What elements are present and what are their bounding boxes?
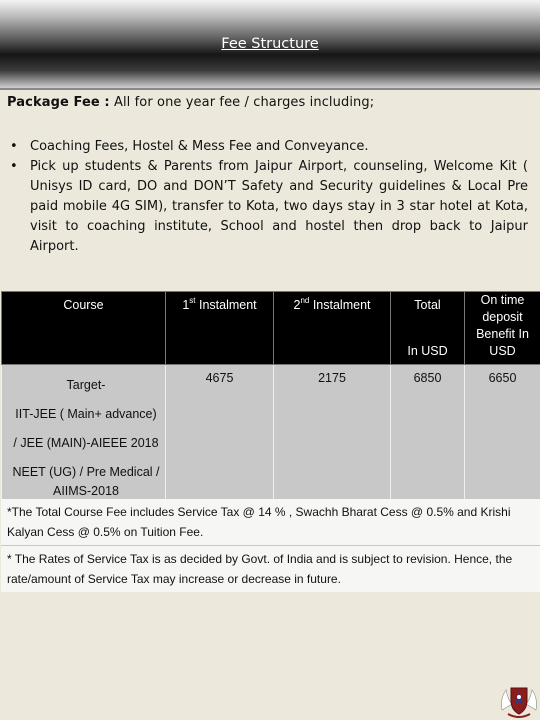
table-row	[2, 365, 540, 508]
cell-ontime-benefit: 6650	[465, 365, 540, 508]
cell-first-instalment: 4675	[166, 365, 274, 508]
notes-box	[1, 499, 540, 592]
package-fee-text: All for one year fee / charges including;	[109, 95, 375, 110]
institute-emblem-icon	[498, 680, 540, 720]
header-course: Course	[2, 292, 166, 365]
package-fee-line	[7, 95, 374, 110]
fee-table	[1, 291, 540, 508]
page-title: Fee Structure	[221, 36, 319, 52]
cell-total: 6850	[391, 365, 465, 508]
package-fee-label: Package Fee :	[7, 95, 110, 110]
inclusions-list	[10, 137, 528, 257]
header-banner	[0, 0, 540, 90]
list-item	[10, 137, 528, 157]
header-first-instalment: 1st Instalment	[166, 292, 274, 365]
cell-course: Target- IIT-JEE ( Main+ advance) / JEE (MAIN)-AIEEE 2018 NEET (UG) / Pre Medical / AIIMS-2018	[2, 365, 166, 508]
header-total: Total In USD	[391, 292, 465, 365]
list-item	[10, 157, 528, 257]
note-tax-revision: * The Rates of Service Tax is as decided by Govt. of India and is subject to revision. Hence, the rate/amount of Service Tax may increase or decrease in future.	[1, 545, 540, 592]
cell-second-instalment: 2175	[274, 365, 391, 508]
bullet-icon: •	[10, 139, 18, 154]
table-header-row	[2, 292, 540, 365]
bullet-icon: •	[10, 159, 18, 174]
note-service-tax: *The Total Course Fee includes Service Tax @ 14 % , Swachh Bharat Cess @ 0.5% and Krishi Kalyan Cess @ 0.5% on Tuition Fee.	[7, 505, 511, 539]
list-item-text: Coaching Fees, Hostel & Mess Fee and Conveyance.	[30, 139, 369, 154]
header-ontime-benefit: On time deposit Benefit In USD	[465, 292, 540, 365]
list-item-text: Pick up students & Parents from Jaipur Airport, counseling, Welcome Kit ( Unisys ID card, DO and DON’T Safety and Security guidelines & Local Pre paid mobile 4G SIM), transfer to Kota, two days stay in 3 star hotel at Kota, visit to coaching institute, School and hostel then drop back to Jaipur Airport.	[30, 159, 528, 254]
header-second-instalment: 2nd Instalment	[274, 292, 391, 365]
